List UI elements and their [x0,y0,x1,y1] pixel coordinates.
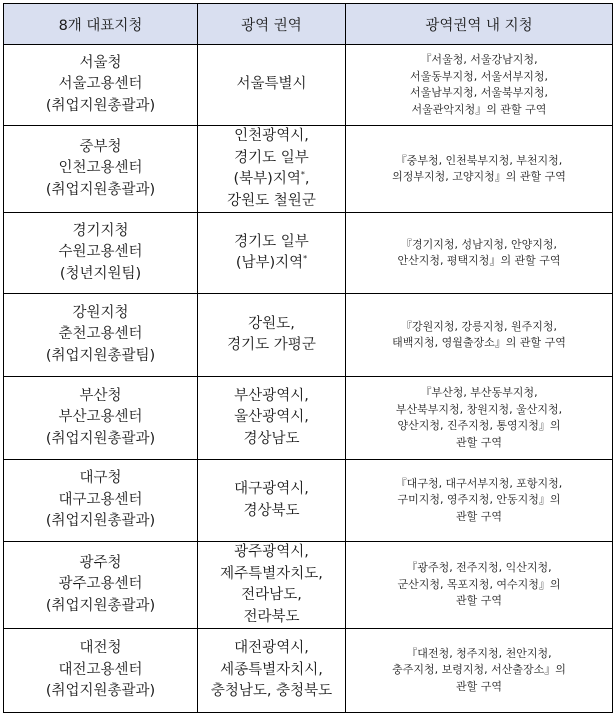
footnote-mark: * [303,254,308,264]
region-line [202,74,341,96]
region-text: 경기도 일부 [234,233,309,250]
office-cell [4,460,198,542]
office-line: 인천고용센터 [58,160,143,177]
region-cell [198,213,346,294]
header-branches-in-area: 광역권역 내 지청 [346,4,613,45]
office-line: (취업지원총괄과) [45,181,156,198]
region-text: 강원도 철원군 [227,192,316,209]
region-line [202,564,341,586]
table-row [4,542,613,629]
branches-cell [346,213,613,294]
branch-line: 군산지청, 목포지청, 여수지청』의 [397,577,561,591]
region-line [202,429,341,451]
branch-line: 『대전청, 청주지청, 천안지청, [406,646,552,660]
region-cell [198,377,346,460]
branch-line: 『중부청, 인천북부지청, 부천지청, [395,153,563,167]
office-line: 대구청 [79,470,122,487]
branch-line: 양산지청, 진주지청, 통영지청』의 [397,419,561,432]
region-line [202,479,341,501]
branch-line: 『서울청, 서울강남지청, [420,53,538,66]
region-text: 강원도, [248,315,295,332]
region-line [202,314,341,336]
office-cell [4,294,198,377]
table-row [4,377,613,460]
region-line [202,501,341,523]
office-cell [4,213,198,294]
region-text: 서울특별시 [236,76,307,93]
region-text: 전라남도, [241,587,302,603]
region-text: 대구광역시, [234,481,309,497]
table-row [4,126,613,213]
region-text: (남부)지역 [235,255,304,271]
branch-line: 서울관악지청』의 관할 구역 [411,102,547,116]
region-suffix: , [304,171,310,187]
office-line: (취업지원총괄과) [45,683,156,700]
office-line: 대구고용센터 [58,491,143,508]
branch-line: 『경기지청, 성남지청, 안양지청, [401,237,557,251]
header-regional-area: 광역 권역 [198,4,346,45]
branch-line: 안산지청, 평택지청』의 관할 구역 [397,254,561,267]
office-line: (청년지원팀) [59,265,142,282]
office-line: (취업지원총괄과) [45,597,156,614]
branch-line: 구미지청, 영주지청, 안동지청』의 [397,493,561,507]
table-row [4,45,613,126]
region-line [202,681,341,703]
region-line [202,126,341,148]
branches-cell [346,542,613,629]
region-text: 전라북도 [243,608,300,625]
table-row [4,460,613,542]
office-line: 중부청 [79,138,122,155]
region-text: 경상남도 [243,430,300,447]
branch-line: 관할 구역 [455,594,502,608]
region-cell [198,126,346,213]
branch-line: 『대구청, 대구서부지청, 포항지청, [395,476,563,490]
office-cell [4,542,198,629]
table-row [4,294,613,377]
branch-line: 서울남부지청, 서울북부지청, [409,86,548,99]
branch-line: 『부산청, 부산동부지청, [420,386,538,399]
branch-line: 서울동부지청, 서울서부지청, [409,69,548,83]
office-line: (취업지원총괄과) [45,513,156,530]
branch-line: 태백지청, 영월출장소』의 관할 구역 [392,336,566,349]
region-cell [198,460,346,542]
region-cell [198,542,346,629]
table-row [4,629,613,713]
table-header-row [4,4,613,45]
region-text: (북부)지역 [233,171,301,187]
office-line: (취업지원총괄과) [45,430,156,447]
branches-cell [346,460,613,542]
office-line: 부산고용센터 [58,409,143,426]
branch-line: 관할 구역 [455,679,502,693]
region-text: 광주광역시, [234,544,309,560]
office-line: 서울청 [79,54,122,71]
branch-line: 부산북부지청, 창원지청, 울산지청, [395,402,563,416]
office-line: 경기지청 [72,222,129,239]
region-line [202,191,341,213]
branch-line: 『광주청, 전주지청, 익산지청, [406,561,552,575]
office-cell [4,377,198,460]
region-line [202,232,341,254]
branch-line: 관할 구역 [455,435,502,449]
region-line [202,660,341,682]
region-cell [198,294,346,377]
office-cell [4,126,198,213]
branches-cell [346,377,613,460]
region-line [202,407,341,429]
region-line [202,169,341,191]
branch-line: 충주지청, 보령지청, 서산출장소』의 [392,663,566,677]
branches-cell [346,126,613,213]
branches-cell [346,629,613,713]
office-line: (취업지원총괄과) [45,97,156,114]
region-text: 울산광역시, [234,409,309,426]
region-cell [198,629,346,713]
region-line [202,607,341,629]
office-line: (취업지원총괄팀) [45,347,156,364]
office-line: 수원고용센터 [58,244,143,261]
office-cell [4,629,198,713]
office-line: 서울고용센터 [58,76,143,93]
region-text: 세종특별자치시, [220,661,323,678]
office-line: 부산청 [79,387,122,404]
office-line: 광주고용센터 [58,576,143,593]
branch-line: 『강원지청, 강릉지청, 원주지청, [401,319,557,333]
region-line [202,638,341,660]
regional-office-table [3,3,613,713]
region-line [202,542,341,564]
region-text: 인천광역시, [234,128,309,144]
region-text: 대전광역시, [234,640,309,657]
region-text: 충청남도, 충청북도 [210,683,333,700]
office-line: 대전고용센터 [58,661,143,678]
region-line [202,148,341,170]
region-line [202,585,341,607]
office-cell [4,45,198,126]
office-line: 강원지청 [72,304,129,321]
branch-line: 관할 구역 [455,509,502,523]
region-text: 부산광역시, [234,387,309,404]
footnote-mark: * [300,170,305,180]
office-line: 광주청 [79,554,122,571]
region-text: 제주특별자치도, [220,565,323,582]
table-row [4,213,613,294]
region-cell [198,45,346,126]
branch-line: 의정부지청, 고양지청』의 관할 구역 [392,170,566,183]
region-line [202,386,341,408]
header-representative-office: 8개 대표지청 [4,4,198,45]
office-line: 대전청 [79,640,122,657]
branches-cell [346,294,613,377]
region-text: 경기도 가평군 [227,337,316,353]
region-line [202,335,341,357]
branches-cell [346,45,613,126]
region-line [202,253,341,275]
region-text: 경상북도 [243,502,300,519]
office-line: 춘천고용센터 [58,326,143,343]
region-text: 경기도 일부 [234,149,309,166]
